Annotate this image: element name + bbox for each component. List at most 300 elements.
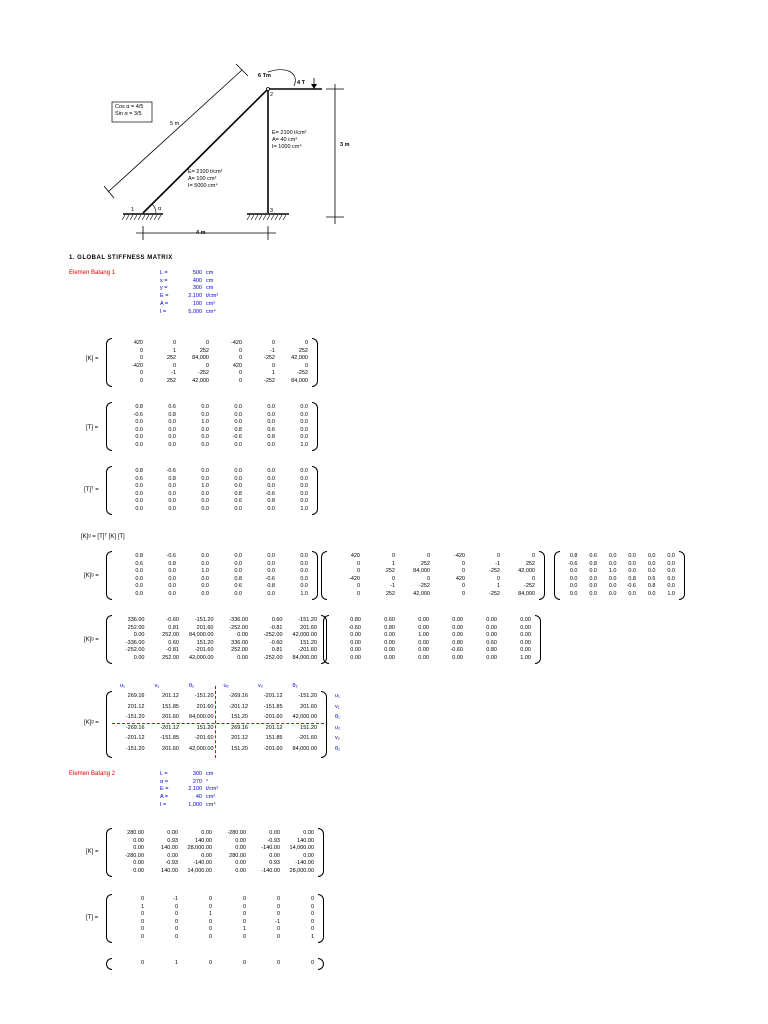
matrix-cell: 201.60	[162, 714, 179, 720]
matrix-cell: 0.00	[269, 852, 280, 859]
column-E: E= 2100 t/cm²	[272, 130, 307, 136]
matrix-cell: 0.00	[237, 654, 248, 661]
matrix-cell: 0.00	[384, 639, 395, 646]
matrix-cell: 252.00	[162, 654, 179, 661]
matrix-cell: 0.0	[201, 441, 209, 448]
matrix-cell: 0.0	[234, 411, 242, 418]
matrix-cell: 420	[133, 340, 143, 346]
matrix-cell: 151.20	[231, 714, 248, 720]
matrix-cell: 0.0	[135, 590, 143, 597]
height-label: 3 m	[340, 142, 350, 148]
matrix-cell: 201.12	[162, 693, 179, 699]
matrix-cell: 0.0	[201, 590, 209, 597]
matrix-cell: 0.00	[235, 837, 246, 844]
matrix-cell: 0.0	[300, 583, 308, 589]
e1-K-matrix	[113, 340, 311, 385]
dof-row-head: u₁	[335, 693, 340, 699]
matrix-cell: 336.00	[127, 617, 145, 623]
matrix-cell: 0	[356, 560, 360, 567]
matrix-cell: 0	[271, 362, 275, 369]
matrix-cell: 0	[276, 896, 280, 902]
matrix-cell: 0.0	[300, 426, 308, 433]
matrix-cell: 0.81	[168, 624, 179, 631]
e2-T-label: [T] =	[86, 915, 99, 921]
matrix-cell: 0.00	[133, 632, 145, 638]
matrix-cell: 0.00	[237, 632, 248, 638]
matrix-cell: -1	[173, 896, 178, 902]
matrix-cell: 0	[461, 560, 465, 567]
matrix-cell: 0.6	[168, 404, 176, 410]
e1-T-label: [T] =	[86, 425, 99, 431]
matrix-cell: 0	[242, 911, 246, 917]
matrix-cell: 201.60	[196, 703, 214, 710]
matrix-cell: 0.0	[135, 498, 143, 504]
matrix-cell: 1.0	[201, 419, 209, 425]
matrix-cell: 0.00	[303, 852, 314, 859]
matrix-cell: -0.6	[265, 575, 275, 582]
matrix-cell: 0.00	[133, 837, 144, 844]
dof-column-head: v₁	[154, 683, 160, 689]
matrix-cell: 0.0	[168, 483, 176, 489]
property-key: x =	[160, 277, 168, 284]
matrix-cell: 0	[461, 583, 465, 589]
diagonal-I: I= 5000 cm⁴	[188, 183, 218, 189]
matrix-cell: -252	[197, 370, 209, 376]
matrix-cell: 0.00	[452, 617, 463, 623]
matrix-cell: 0.0	[589, 575, 597, 582]
matrix-cell: -0.6	[626, 583, 636, 589]
matrix-cell: 269.16	[127, 693, 145, 699]
sin-label: Sin α = 3/5	[115, 111, 142, 117]
dof-column-head: θ₁	[189, 683, 194, 689]
matrix-cell: 0.0	[267, 483, 275, 489]
matrix-cell: 0.00	[201, 852, 212, 859]
matrix-cell: 0.8	[569, 553, 578, 559]
matrix-cell: 0.0	[168, 419, 176, 425]
matrix-cell: 0	[310, 896, 314, 902]
matrix-cell: 0	[496, 553, 500, 559]
matrix-cell: 0	[238, 370, 242, 376]
property-value: 300	[192, 771, 202, 777]
matrix-cell: 0.00	[384, 654, 395, 661]
matrix-cell: 0.0	[589, 568, 597, 574]
matrix-cell: 0.00	[235, 867, 246, 874]
matrix-cell: 0.0	[168, 505, 176, 512]
matrix-cell: 201.12	[127, 703, 145, 710]
matrix-cell: -252	[263, 377, 275, 384]
matrix-cell: -0.81	[269, 624, 283, 631]
matrix-cell: 0.0	[201, 505, 209, 512]
matrix-cell: -151.20	[125, 714, 145, 720]
matrix-cell: 0.0	[647, 560, 656, 567]
matrix-cell: 0.6	[234, 583, 242, 589]
matrix-cell: -269.16	[125, 724, 145, 731]
matrix-cell: 280.00	[229, 852, 246, 859]
matrix-cell: 1.00	[520, 654, 531, 661]
matrix-cell: -201.60	[194, 735, 214, 741]
matrix-cell: 0.00	[418, 624, 429, 631]
matrix-cell: 0.00	[452, 624, 463, 631]
matrix-cell: 0.0	[667, 583, 675, 589]
matrix-cell: 0.00	[486, 654, 497, 661]
matrix-cell: -201.60	[298, 735, 317, 741]
e2-T-matrix	[113, 896, 317, 941]
matrix-cell: -252	[488, 568, 500, 574]
matrix-bracket-right	[318, 958, 324, 970]
matrix-cell: 0.00	[269, 830, 280, 836]
matrix-cell: 0.0	[135, 419, 143, 425]
dof-column-head: v₂	[258, 683, 263, 689]
matrix-cell: 1.0	[201, 483, 209, 489]
node-1-label: 1	[131, 207, 135, 213]
matrix-cell: 0.80	[452, 639, 463, 646]
matrix-cell: 0.8	[234, 426, 242, 433]
matrix-cell: 0.0	[135, 575, 143, 582]
matrix-cell: 252.00	[127, 624, 145, 631]
matrix-cell: 0.00	[350, 639, 361, 646]
e1-Kg-label-3: [K]ᵍ =	[84, 720, 99, 726]
matrix-cell: 14,000.00	[289, 845, 314, 851]
matrix-cell: 0.0	[569, 568, 578, 574]
property-unit: cm²	[206, 794, 216, 801]
matrix-cell: 0	[242, 933, 246, 940]
matrix-cell: 0.00	[520, 617, 531, 623]
matrix-cell: 0.00	[350, 654, 361, 661]
matrix-cell: 0.8	[135, 468, 143, 474]
matrix-cell: 0	[276, 926, 280, 932]
matrix-cell: 0.00	[133, 845, 144, 851]
e2-K-matrix	[113, 830, 317, 875]
dof-row-head: u₂	[335, 724, 341, 731]
length-5m-label: 5 m	[170, 121, 180, 127]
matrix-cell: 14,000.00	[187, 867, 212, 874]
diagonal-A: A= 100 cm²	[188, 176, 217, 182]
matrix-bracket-left	[106, 894, 112, 943]
matrix-cell: 0.93	[167, 837, 178, 844]
matrix-cell: -252	[418, 583, 430, 589]
matrix-cell: 252	[525, 560, 535, 567]
property-value: 5,000	[188, 308, 202, 315]
matrix-cell: 0.93	[269, 860, 280, 866]
matrix-cell: 0.0	[589, 583, 597, 589]
matrix-cell: 0.0	[667, 568, 675, 574]
matrix-cell: 140.00	[161, 845, 178, 851]
matrix-cell: 0.0	[647, 568, 656, 574]
matrix-cell: 140.00	[161, 867, 178, 874]
matrix-cell: 151.20	[196, 639, 214, 646]
matrix-cell: 0.0	[300, 434, 308, 440]
matrix-cell: 0.0	[135, 426, 143, 433]
e1-TTK-T-matrix	[330, 617, 534, 662]
matrix-cell: 0.0	[628, 590, 636, 597]
matrix-cell: 0.0	[300, 553, 308, 559]
matrix-cell: 0.8	[628, 575, 636, 582]
matrix-cell: 0.60	[486, 639, 497, 646]
matrix-cell: 0.0	[667, 575, 675, 582]
matrix-cell: 0	[242, 960, 246, 966]
matrix-cell: 42,000.00	[189, 654, 214, 661]
property-key: I =	[160, 801, 167, 808]
matrix-cell: 0.0	[628, 568, 636, 574]
matrix-cell: 0.0	[168, 441, 176, 448]
matrix-cell: 0.00	[486, 624, 497, 631]
matrix-cell: 0	[205, 340, 209, 346]
matrix-cell: 0	[208, 903, 212, 910]
matrix-cell: 0.0	[300, 490, 308, 497]
matrix-cell: 0.0	[234, 419, 242, 425]
matrix-cell: -140.00	[295, 860, 314, 866]
dof-column-head: u₂	[223, 683, 229, 689]
matrix-cell: 0.0	[201, 560, 209, 567]
matrix-bracket-right	[312, 466, 318, 515]
matrix-cell: 0.0	[201, 583, 209, 589]
matrix-cell: 0	[208, 933, 212, 940]
property-key: A =	[160, 794, 169, 801]
matrix-cell: 0	[496, 575, 500, 582]
matrix-cell: 0.0	[267, 560, 275, 567]
matrix-cell: 151.20	[231, 745, 248, 752]
matrix-cell: -0.60	[450, 647, 463, 653]
moment-label: 6 Tm	[258, 73, 271, 79]
matrix-cell: 0.0	[234, 568, 242, 574]
matrix-cell: 0.0	[267, 468, 275, 474]
e1-K-label: [K] =	[86, 356, 99, 362]
matrix-cell: 0	[310, 926, 314, 932]
matrix-cell: 0	[276, 911, 280, 917]
matrix-cell: 42,000	[518, 568, 535, 574]
matrix-cell: 0.80	[486, 647, 497, 653]
matrix-cell: 84,000.00	[292, 745, 317, 752]
matrix-cell: 0.0	[300, 468, 308, 474]
matrix-cell: 0	[531, 575, 535, 582]
matrix-cell: -420	[131, 362, 143, 369]
matrix-cell: 0.00	[418, 654, 429, 661]
matrix-cell: 0.0	[135, 441, 143, 448]
property-unit: cm	[206, 285, 214, 292]
matrix-cell: 252.00	[231, 647, 248, 653]
matrix-cell: 42,000.00	[189, 745, 214, 752]
matrix-cell: 0.00	[350, 632, 361, 638]
property-value: 100	[192, 300, 202, 307]
matrix-bracket-right	[318, 828, 324, 877]
matrix-cell: 252	[298, 347, 308, 354]
matrix-cell: 0.8	[168, 411, 176, 418]
matrix-cell: 0.0	[300, 568, 308, 574]
matrix-cell: 0.0	[608, 583, 617, 589]
matrix-cell: 0.0	[267, 505, 275, 512]
matrix-cell: 0.00	[133, 654, 145, 661]
matrix-bracket-left	[323, 615, 329, 664]
property-unit: t/cm²	[206, 293, 219, 300]
matrix-cell: -0.60	[269, 639, 283, 646]
matrix-cell: 0.0	[300, 498, 308, 504]
matrix-cell: 0	[356, 568, 360, 574]
property-key: A =	[160, 300, 169, 307]
matrix-cell: -252	[523, 583, 535, 589]
matrix-cell: 0.80	[384, 624, 395, 631]
e2-T-transpose-partial	[113, 960, 317, 968]
matrix-bracket-right	[312, 551, 318, 600]
matrix-cell: 84,000	[413, 568, 430, 574]
matrix-cell: 252.00	[162, 632, 179, 638]
matrix-cell: 336.00	[231, 639, 248, 646]
matrix-cell: -0.6	[166, 553, 176, 559]
property-key: L =	[160, 771, 168, 777]
matrix-cell: 0.00	[520, 647, 531, 653]
matrix-cell: 0.0	[608, 575, 617, 582]
matrix-cell: 0.00	[350, 647, 361, 653]
property-key: I =	[160, 308, 167, 315]
dof-column-head: u₁	[120, 683, 125, 689]
matrix-cell: 0.00	[133, 867, 144, 874]
matrix-cell: 151.85	[162, 703, 179, 710]
matrix-cell: 0.00	[384, 647, 395, 653]
property-value: 1,000	[188, 801, 202, 808]
property-unit: °	[206, 778, 209, 785]
matrix-cell: 1	[496, 583, 500, 589]
matrix-cell: 1	[172, 347, 176, 354]
matrix-cell: 42,000	[413, 590, 430, 597]
matrix-cell: 0	[391, 575, 395, 582]
matrix-cell: 0.0	[300, 404, 308, 410]
matrix-cell: 0	[174, 926, 178, 932]
e1-Kg-label-1: [K]ᵍ =	[84, 573, 99, 579]
matrix-cell: 0.60	[271, 617, 283, 623]
matrix-bracket-left	[106, 402, 112, 451]
matrix-cell: 252	[166, 377, 176, 384]
matrix-cell: -252	[488, 590, 500, 597]
matrix-cell: 0.8	[135, 553, 143, 559]
matrix-cell: 0	[242, 896, 246, 902]
matrix-cell: 0.0	[234, 505, 242, 512]
matrix-cell: 0.0	[201, 490, 209, 497]
matrix-cell: 0.0	[608, 590, 617, 597]
matrix-cell: 84,000	[518, 590, 535, 597]
property-value: 500	[192, 270, 202, 276]
matrix-cell: 0.0	[267, 590, 275, 597]
matrix-cell: 0.0	[628, 553, 636, 559]
matrix-cell: 0.0	[168, 498, 176, 504]
matrix-cell: 0.0	[569, 575, 578, 582]
span-label: 4 m	[196, 230, 206, 236]
matrix-cell: 0	[174, 903, 178, 910]
matrix-bracket-right	[679, 551, 685, 600]
matrix-bracket-right	[539, 551, 545, 600]
matrix-cell: -252.00	[125, 647, 145, 653]
property-key: y =	[160, 285, 168, 292]
matrix-cell: 1	[271, 370, 275, 376]
property-unit: cm	[206, 771, 214, 777]
matrix-cell: 0.0	[168, 583, 176, 589]
matrix-bracket-left	[321, 551, 327, 600]
matrix-cell: -252.00	[263, 654, 283, 661]
matrix-bracket-left	[106, 615, 112, 664]
property-key: E =	[160, 293, 169, 300]
property-unit: cm	[206, 277, 214, 284]
matrix-cell: 0.00	[486, 617, 497, 623]
property-value: 270	[192, 778, 202, 785]
matrix-cell: -280.00	[125, 852, 144, 859]
matrix-cell: -280.00	[227, 830, 246, 836]
matrix-cell: 201.60	[300, 624, 317, 631]
matrix-cell: 201.12	[265, 724, 283, 731]
matrix-cell: -201.12	[263, 693, 283, 699]
partition-horizontal	[112, 723, 324, 724]
frame-diagram	[0, 0, 768, 250]
matrix-cell: -269.16	[229, 693, 248, 699]
matrix-cell: 0	[356, 583, 360, 589]
property-unit: cm⁴	[206, 801, 216, 808]
matrix-cell: 0	[139, 355, 143, 361]
matrix-cell: 0.0	[234, 483, 242, 489]
dof-row-head: θ₂	[335, 745, 341, 752]
section-title: 1. GLOBAL STIFFNESS MATRIX	[69, 255, 173, 261]
matrix-cell: 0	[140, 926, 144, 932]
matrix-cell: 0	[531, 553, 535, 559]
matrix-cell: 0.8	[267, 498, 275, 504]
matrix-cell: 1.0	[667, 590, 675, 597]
matrix-cell: 0.6	[589, 553, 597, 559]
matrix-cell: 420	[350, 553, 360, 559]
matrix-cell: 1	[242, 926, 246, 932]
property-unit: cm⁴	[206, 308, 216, 315]
e1-Kg-label-2: [K]ᵍ =	[84, 637, 99, 643]
matrix-cell: 0.00	[235, 845, 246, 851]
matrix-cell: 1	[208, 911, 212, 917]
matrix-bracket-left	[106, 551, 112, 600]
matrix-cell: -0.6	[265, 490, 275, 497]
column-A: A= 40 cm²	[272, 137, 298, 143]
matrix-cell: 0.00	[452, 654, 463, 661]
matrix-cell: 201.12	[231, 735, 248, 741]
matrix-cell: 0	[174, 918, 178, 925]
matrix-cell: 151.20	[300, 639, 317, 646]
matrix-cell: 140.00	[297, 837, 314, 844]
matrix-cell: 151.20	[300, 724, 317, 731]
matrix-cell: -0.60	[348, 624, 361, 631]
matrix-cell: -151.20	[298, 617, 317, 623]
matrix-cell: 0.0	[234, 404, 242, 410]
matrix-cell: 252	[199, 347, 209, 354]
matrix-cell: 0.0	[201, 553, 209, 559]
matrix-cell: 84,000.00	[292, 654, 317, 661]
matrix-cell: 0.0	[135, 505, 143, 512]
matrix-cell: 0.00	[486, 632, 497, 638]
matrix-cell: 0.0	[267, 419, 275, 425]
matrix-cell: 0	[174, 911, 178, 917]
matrix-cell: 0	[238, 347, 242, 354]
matrix-cell: 0	[276, 933, 280, 940]
matrix-bracket-left	[106, 958, 112, 970]
matrix-cell: 1.0	[300, 505, 308, 512]
property-value: 300	[192, 285, 202, 292]
matrix-cell: 0	[426, 575, 430, 582]
property-key: L =	[160, 270, 168, 276]
matrix-cell: 0.0	[135, 490, 143, 497]
e1-product-T	[561, 553, 678, 598]
dof-row-head: v₁	[335, 703, 340, 710]
matrix-cell: 0.0	[201, 575, 209, 582]
e1-T-matrix	[113, 404, 311, 449]
matrix-cell: 0.0	[201, 468, 209, 474]
matrix-cell: -201.60	[263, 714, 283, 720]
matrix-bracket-left	[106, 828, 112, 877]
matrix-cell: 0	[242, 903, 246, 910]
matrix-cell: 0.0	[234, 475, 242, 482]
matrix-cell: 0.0	[267, 568, 275, 574]
matrix-cell: 0.00	[235, 860, 246, 866]
e2-K-label: [K] =	[86, 849, 99, 855]
